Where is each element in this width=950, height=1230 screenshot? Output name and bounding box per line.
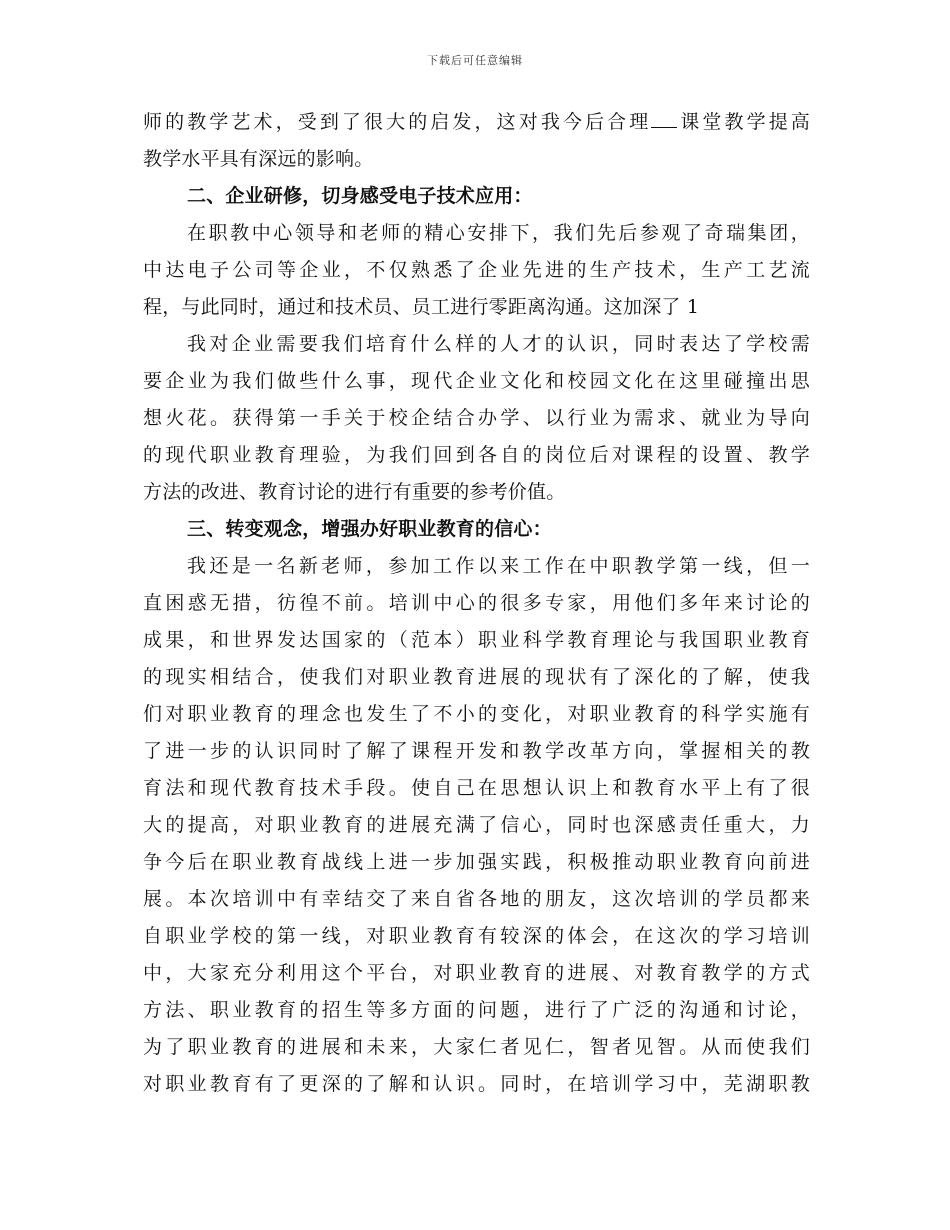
body-line: 的现实相结合，使我们对职业教育进展的现状有了深化的了解，使我 — [143, 666, 810, 688]
text-segment: 课堂教学提高 — [677, 111, 810, 133]
page-header: 下载后可任意编辑 — [427, 54, 523, 67]
body-line: 中达电子公司等企业，不仅熟悉了企业先进的生产技术，生产工艺流 — [143, 259, 810, 281]
section-heading: 二、企业研修，切身感受电子技术应用： — [187, 185, 533, 207]
body-line: 了进一步的认识同时了解了课程开发和教学改革方向，掌握相关的教 — [143, 740, 810, 762]
body-line: 方法的改进、教育讨论的进行有重要的参考价值。 — [143, 481, 566, 503]
body-line: 想火花。获得第一手关于校企结合办学、以行业为需求、就业为导向 — [143, 407, 810, 429]
body-line: 育法和现代教育技术手段。使自己在思想认识上和教育水平上有了很 — [143, 777, 810, 799]
body-line: 直困惑无措，彷徨不前。培训中心的很多专家，用他们多年来讨论的 — [143, 592, 810, 614]
body-line — [143, 104, 810, 141]
body-line: 教学水平具有深远的影响。 — [143, 148, 374, 170]
body-line: 方法、职业教育的招生等多方面的问题，进行了广泛的沟通和讨论， — [143, 999, 810, 1021]
document-body — [143, 104, 810, 1103]
section-heading: 三、转变观念，增强办好职业教育的信心： — [187, 518, 552, 540]
body-line: 成果，和世界发达国家的（范本）职业科学教育理论与我国职业教育 — [143, 629, 810, 651]
body-line: 争今后在职业教育战线上进一步加强实践，积极推动职业教育向前进 — [143, 851, 810, 873]
body-line: 程，与此同时，通过和技术员、员工进行零距离沟通。这加深了 1 — [143, 296, 700, 318]
body-line: 们对职业教育的理念也发生了不小的变化，对职业教育的科学实施有 — [143, 703, 810, 725]
body-line: 我还是一名新老师，参加工作以来工作在中职教学第一线，但一 — [187, 555, 810, 577]
body-line: 的现代职业教育理验，为我们回到各自的岗位后对课程的设置、教学 — [143, 444, 810, 466]
body-line: 要企业为我们做些什么事，现代企业文化和校园文化在这里碰撞出思 — [143, 370, 810, 392]
body-line: 大的提高，对职业教育的进展充满了信心，同时也深感责任重大，力 — [143, 814, 810, 836]
body-line: 展。本次培训中有幸结交了来自省各地的朋友，这次培训的学员都来 — [143, 888, 810, 910]
body-line: 我对企业需要我们培育什么样的人才的认识，同时表达了学校需 — [187, 333, 810, 355]
body-line: 中，大家充分利用这个平台，对职业教育的进展、对教育教学的方式 — [143, 962, 810, 984]
body-line: 自职业学校的第一线，对职业教育有较深的体会，在这次的学习培训 — [143, 925, 810, 947]
fill-blank — [651, 107, 677, 128]
body-line: 为了职业教育的进展和未来，大家仁者见仁，智者见智。从而使我们 — [143, 1036, 810, 1058]
body-line: 对职业教育有了更深的了解和认识。同时，在培训学习中，芜湖职教 — [143, 1073, 810, 1095]
text-segment: 师的教学艺术，受到了很大的启发，这对我今后合理 — [143, 111, 652, 133]
body-line: 在职教中心领导和老师的精心安排下，我们先后参观了奇瑞集团， — [187, 222, 810, 244]
